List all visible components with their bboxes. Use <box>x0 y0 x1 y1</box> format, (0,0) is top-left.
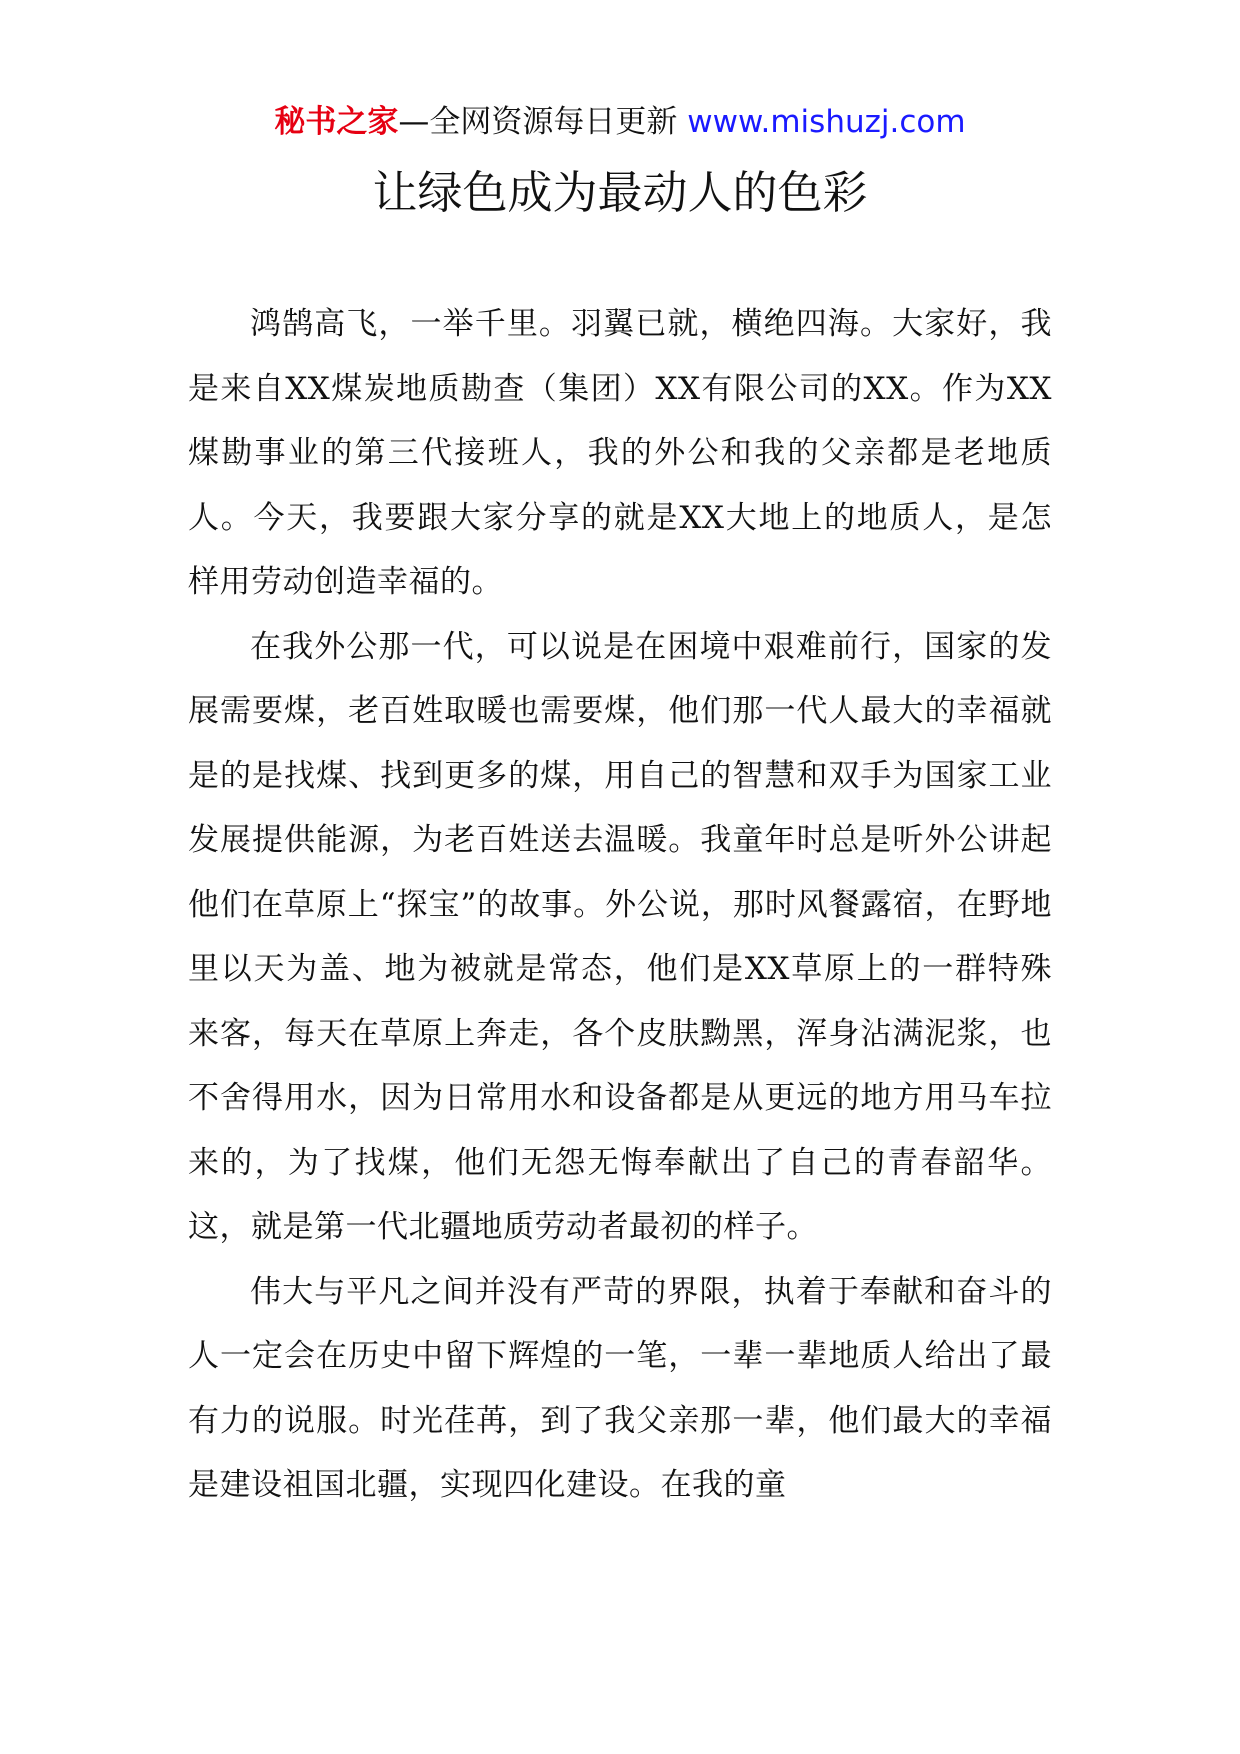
site-tagline: —全网资源每日更新 <box>398 104 678 140</box>
document-title: 让绿色成为最动人的色彩 <box>372 166 868 219</box>
site-brand: 秘书之家 <box>274 104 399 140</box>
paragraph-2: 在我外公那一代，可以说是在困境中艰难前行，国家的发展需要煤，老百姓取暖也需要煤，他们那一代人最大的幸福就是的是找煤、找到更多的煤，用自己的智慧和双手为国家工业发展提供能源，为老百姓送去温暖。我童年时总是听外公讲起他们在草原上“探宝”的故事。外公说，那时风餐露宿，在野地里以天为盖、地为被就是常态，他们是XX草原上的一群特殊来客，每天在草原上奔走，各个皮肤黝黑，浑身沾满泥浆，也不舍得用水，因为日常用水和设备都是从更远的地方用马车拉来的，为了找煤，他们无怨无悔奉献出了自己的青春韶华。这，就是第一代北疆地质劳动者最初的样子。 <box>188 628 1052 1245</box>
paragraph-3: 伟大与平凡之间并没有严苛的界限，执着于奉献和奋斗的人一定会在历史中留下辉煌的一笔，一辈一辈地质人给出了最有力的说服。时光荏苒，到了我父亲那一辈，他们最大的幸福是建设祖国北疆，实现四化建设。在我的童 <box>188 1273 1052 1503</box>
site-url-link[interactable]: www.mishuzj.com <box>687 104 966 140</box>
document-body <box>188 292 1052 1518</box>
paragraph-1: 鸿鹄高飞，一举千里。羽翼已就，横绝四海。大家好，我是来自XX煤炭地质勘查（集团）XX有限公司的XX。作为XX煤勘事业的第三代接班人，我的外公和我的父亲都是老地质人。今天，我要跟大家分享的就是XX大地上的地质人，是怎样用劳动创造幸福的。 <box>188 306 1052 600</box>
site-header <box>0 100 1240 144</box>
